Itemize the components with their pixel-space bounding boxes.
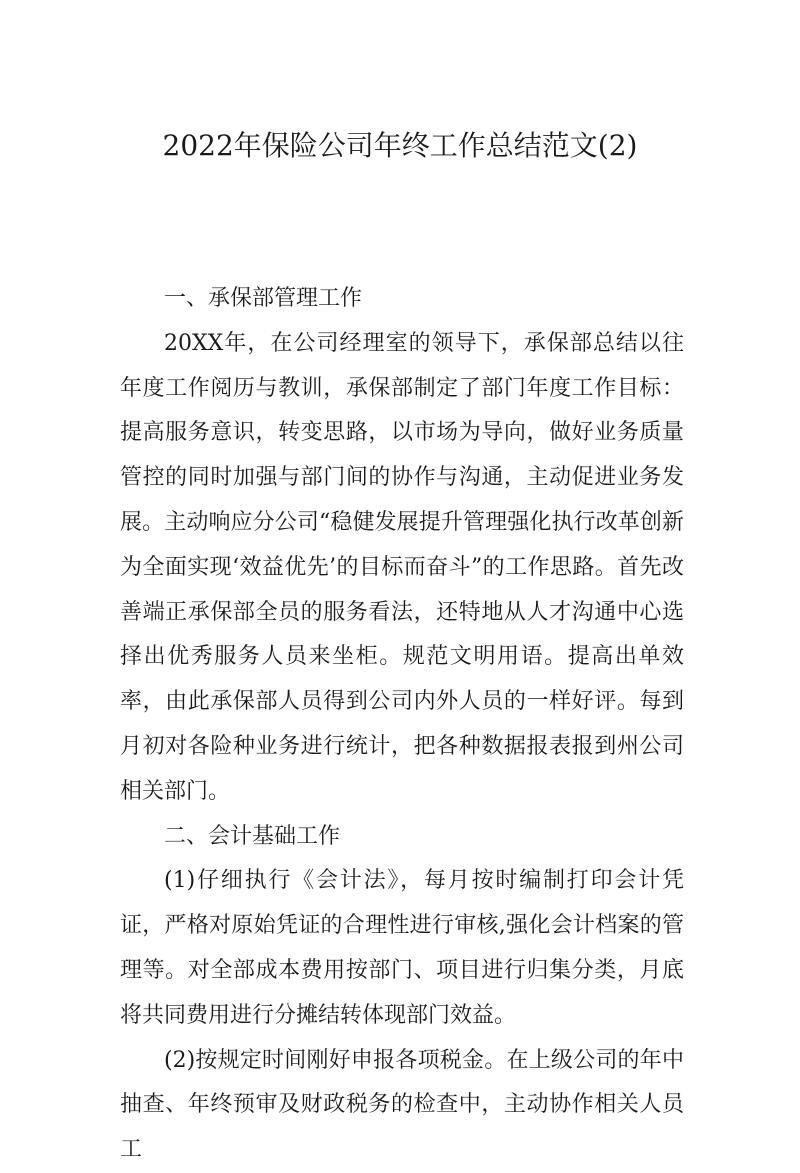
- paragraph-underwriting: 20XX年，在公司经理室的领导下，承保部总结以往年度工作阅历与教训，承保部制定了部门年度工作目标：提高服务意识，转变思路，以市场为导向，做好业务质量管控的同时加强与部门间的协作与沟通，主动促进业务发展。主动响应分公司“稳健发展提升管理强化执行改革创新为全面实现‘效益优先’的目标而奋斗”的工作思路。首先改善端正承保部全员的服务看法，还特地从人才沟通中心选择出优秀服务人员来坐柜。规范文明用语。提高出单效率，由此承保部人员得到公司内外人员的一样好评。每到月初对各险种业务进行统计，把各种数据报表报到州公司相关部门。: [120, 330, 684, 804]
- paragraph-accounting-2: (2)按规定时间刚好申报各项税金。在上级公司的年中抽查、年终预审及财政税务的检查中，主动协作相关人员工: [120, 1047, 684, 1163]
- section-heading-accounting: 二、会计基础工作: [164, 823, 341, 849]
- document-body: [120, 277, 684, 1173]
- paragraph-accounting-1: (1)仔细执行《会计法》，每月按时编制打印会计凭证，严格对原始凭证的合理性进行审核,强化会计档案的管理等。对全部成本费用按部门、项目进行归集分类，月底将共同费用进行分摊结转体现部门效益。: [120, 868, 684, 1028]
- section-heading-underwriting: 一、承保部管理工作: [164, 286, 363, 311]
- document-title: 2022年保险公司年终工作总结范文(2): [162, 129, 638, 162]
